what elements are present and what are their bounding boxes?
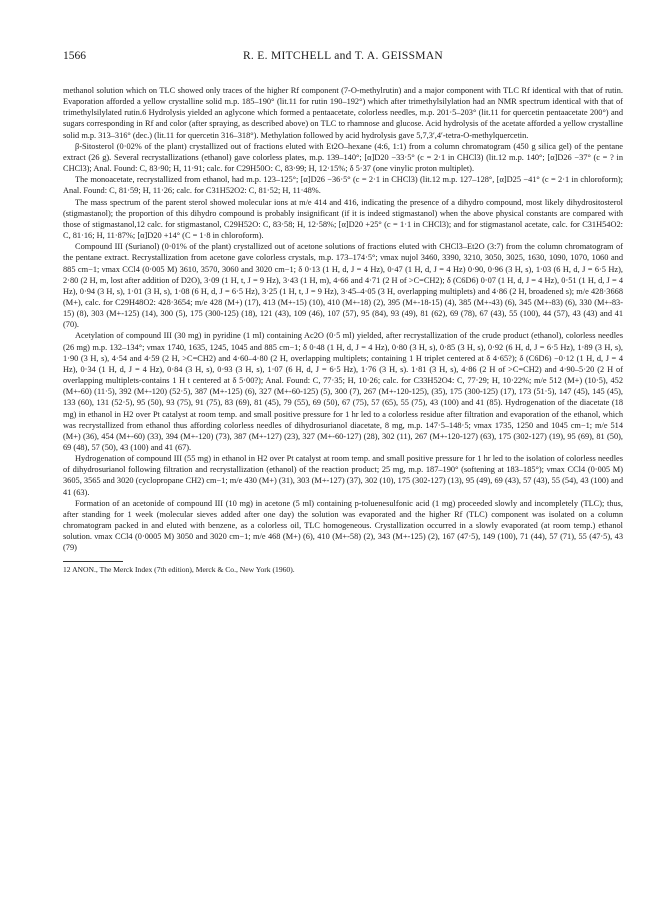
footnote-divider — [63, 561, 123, 562]
paragraph-monoacetate: The monoacetate, recrystallized from ethanol, had m.p. 123–125°; [α]D26 −36·5° (c = 2·1 in CHCl3) (lit.12 m.p. 127–128°, [α]D25 −41° (c = 2·1 in chloroform); Anal. Found: C, 81·59; H, 11·26; calc. for C31H52O2: C, 81·52; H, 11·48%. — [63, 175, 623, 196]
footnote: 12 ANON., The Merck Index (7th edition), Merck & Co., New York (1960). — [63, 564, 295, 574]
paragraph-acetonide: Formation of an acetonide of compound III (10 mg) in acetone (5 ml) containing p-toluenesulfonic acid (1 mg) proceeded slowly and incompletely (TLC); thus, after standing for 1 week (molecular sieves added after one day) the solution was evaporated and the higher Rf (TLC) component was isolated on a column chromatogram packed in and eluted with benzene, as a colorless oil, TLC homogeneous. Crystallization occurred in a slowly evaporated (at room temp.) ethanol solution. νmax CCl4 (0·0005 M) 3050 and 3020 cm−1; m/e 468 (M+) (6), 410 (M+-58) (2), 343 (M+-125) (2), 167 (47·5), 149 (100), 71 (44), 57 (71), 55 (47·5), 43 (79) — [63, 498, 623, 553]
article-body — [63, 85, 623, 554]
paragraph-compound-iii: Compound III (Surianol) (0·01% of the plant) crystallized out of acetone solutions of fractions eluted with CHCl3–Et2O (3:7) from the column chromatogram of the pentane extract. Recrystallization from acetone gave colorless crystals, m.p. 173–174·5°; νmax nujol 3460, 3390, 3210, 3050, 3025, 1630, 1090, 1070, 1060 and 885 cm−1; νmax CCl4 (0·005 M) 3610, 3570, 3060 and 3020 cm−1; δ 0·13 (1 H, d, J = 4 Hz), 0·47 (1 H, d, J = 4 Hz) 0·90, 0·96 (3 H, s), 1·03 (6 H, d, J = 6·5 Hz), 2·80 (2 H, m, lost after addition of D2O), 3·09 (1 H, t, J = 9 Hz), 3·43 (1 H, m), 4·66 and 4·71 (2 H of >C=CH2); δ (C6D6) 0·07 (1 H, d, J = 4 Hz), 0·51 (1 H, d, J = 4 Hz), 0·94 (3 H, s), 1·01 (3 H, s), 1·08 (6 H, d, J = 6·5 Hz), 3·25 (1 H, t, J = 9 Hz), 3·45–4·05 (3 H, overlapping multiplets) and 4·86 (2 H, broadened s); m/e 428·3668 (M+), calc. for C29H48O2: 428·3654; m/e 428 (M+) (17), 413 (M+-15) (10), 410 (M+-18) (2), 395 (M+-18-15) (4), 385 (M+-43) (6), 345 (M+-83) (6), 330 (M+-83-15) (8), 303 (M+-125) (14), 300 (5), 175 (300-125) (18), 121 (43), 109 (46), 107 (57), 95 (84), 93 (49), 81 (62), 69 (78), 67 (43), 55 (100), 44 (57), 43 (43) and 41 (70). — [63, 242, 623, 330]
running-title: R. E. MITCHELL and T. A. GEISSMAN — [242, 50, 444, 62]
paragraph-hydrogenation: Hydrogenation of compound III (55 mg) in ethanol in H2 over Pt catalyst at room temp. and small positive pressure for 1 hr led to the isolation of colorless needles of dihydrosurianol following filtration and recrystallization (ethanol) of the reaction product; 25 mg, m.p. 187–190° (softening at 183–185°); νmax CCl4 (0·005 M) 3605, 3565 and 3020 (cyclopropane CH2) cm−1; m/e 430 (M+) (31), 303 (M+-127) (37), 302 (10), 175 (302-127) (13), 95 (49), 69 (43), 57 (43), 55 (54), 43 (100) and 41 (63). — [63, 454, 623, 497]
paragraph-mass-spectrum: The mass spectrum of the parent sterol showed molecular ions at m/e 414 and 416, indicating the presence of a dihydro compound, most likely dihydrositosterol (stigmastanol); the proportion of this dihydro compound is probably insignificant (if it is indeed stigmastanol) when the above physical constants are compared with those of stigmastanol,12 calc. for stigmastanol, C29H52O: C, 83·58; H, 12·58%; [α]D20 +25° (c = 1·1 in CHCl3); and for stigmastanol acetate, calc. for C31H54O2: C, 81·16; H, 11·87%; [α]D20 +14° (C = 1·8 in chloroform). — [63, 197, 623, 241]
page-number: 1566 — [63, 50, 86, 62]
paragraph-rutin: methanol solution which on TLC showed only traces of the higher Rf component (7-O-methylrutin) and a major component with TLC Rf identical with that of rutin. Evaporation afforded a yellow crystalline solid m.p. 185–190° (lit.11 for rutin 190–192°) which after trimethylsilylation had an NMR spectrum identical with that of trimethylsilylated rutin.6 Hydrolysis yielded an aglycone which formed a pentaacetate, colorless needles, m.p. 201·5–203° (lit.11 for quercetin pentaacetate 200°) and sugars corresponding in Rf and color (after spraying, as described above) on TLC to rhamnose and glucose. Acid hydrolysis of the acetate afforded a yellow crystalline solid m.p. 313–316° (dec.) (lit.11 for quercetin 316–318°). Methylation followed by acid hydrolysis gave 5,7,3′,4′-tetra-O-methylquercetin. — [63, 86, 623, 140]
page-header — [63, 50, 623, 70]
paragraph-sitosterol: β-Sitosterol (0·02% of the plant) crystallized out of fractions eluted with Et2O–hexane (4:6, 1:1) from a column chromatogram (450 g silica gel) of the pentane extract (26 g). Several recrystallizations (ethanol) gave colorless plates, m.p. 139–140°; [α]D20 −33·5° (c = 2·1 in CHCl3) (lit.12 m.p. 140°; [α]D26 −37° (c = ? in CHCl3); Anal. Found: C, 83·90; H, 11·91; calc. for C29H50O: C, 83·99; H, 12·15%; δ 5·37 (one vinylic proton multiplet). — [63, 141, 623, 174]
paragraph-acetylation: Acetylation of compound III (30 mg) in pyridine (1 ml) containing Ac2O (0·5 ml) yielded, after recrystallization of the crude product (ethanol), colorless needles (26 mg) m.p. 132–134°; νmax 1740, 1635, 1245, 1045 and 885 cm−1; δ 0·48 (1 H, d, J = 4 Hz), 0·80 (3 H, s), 0·85 (3 H, s), 0·92 (6 H, d, J = 6·5 Hz), 1·89 (3 H, s), 1·90 (3 H, s), 4·54 and 4·59 (2 H, >C=CH2) and 4·60–4·80 (2 H, overlapping multiplets; containing 1 H triplet centered at δ 4·65?); δ (C6D6) −0·12 (1 H, d, J = 4 Hz), 0·34 (1 H, d, J = 4 Hz), 0·84 (3 H, s), 0·93 (3 H, s), 1·07 (6 H, d, J = 6·5 Hz), 1·76 (3 H, s). 1·81 (3 H, s), 4·86 (2 H of >C=CH2) and 4·90–5·20 (2 H of overlapping multiplets-contains 1 H t centered at δ 5·00?); Anal. Found: C, 77·35; H, 10·26; calc. for C33H52O4: C, 77·29; H, 10·22%; m/e 512 (M+) (10·5), 452 (M+-60) (11·5), 392 (M+-120) (52·5), 387 (M+-125) (6), 327 (M+-60-125) (5), 300 (7), 267 (M+-120-125), (35), 175 (300-125) (17), 173 (51·5), 147 (45), 145 (45), 133 (60), 131 (52·5), 95 (50), 93 (75), 91 (75), 83 (69), 81 (45), 79 (55), 69 (50), 67 (75), 57 (65), 55 (75), 43 (100) and 41 (85). Hydrogenation of the diacetate (18 mg) in ethanol in H2 over Pt catalyst at room temp. and small positive pressure for 1 hr led to a colorless residue after filtration and evaporation of the ethanol, which was recrystallized from ethanol thus affording colorless needles of dihydrosurianol diacetate, 8 mg, m.p. 147·5–148·5; νmax 1735, 1250 and 1045 cm−1; m/e 514 (M+) (36), 454 (M+-60) (33), 394 (M+-120) (73), 387 (M+-127) (23), 327 (M+-60-127) (28), 302 (11), 267 (M+-120-127) (63), 175 (302-127) (19), 95 (69), 81 (50), 69 (48), 57 (50), 43 (100) and 41 (67). — [63, 331, 623, 452]
page — [63, 50, 623, 575]
